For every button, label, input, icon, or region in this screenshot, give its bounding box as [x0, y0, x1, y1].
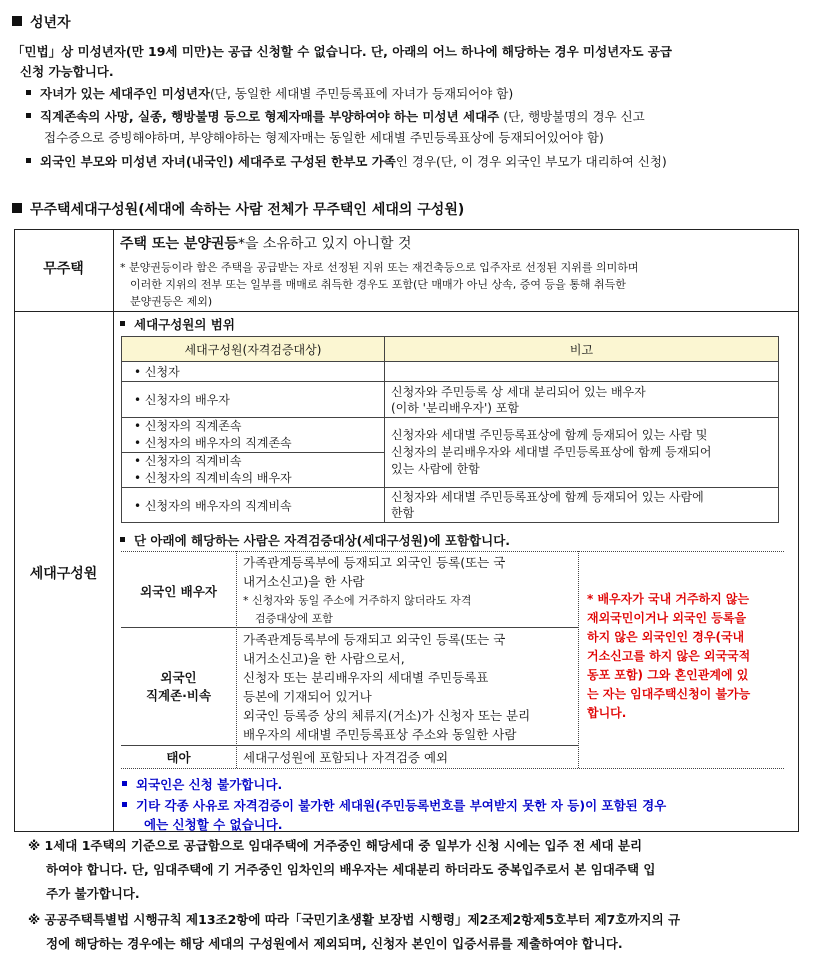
row-divider — [121, 745, 578, 746]
foreign-lineal-desc: 가족관계등록부에 등재되고 외국인 등록(또는 국 내거소신고)을 한 사람으로서, 신청자 또는 분리배우자의 세대별 주민등록표 등본에 기재되어 있거나 외국인 등록증 상의 체류지(거소)가 신청자 또는 분리 배우자의 세대별 주민등록표상 주소와 동일한 사람 — [243, 632, 531, 742]
unverifiable-notice-cont: 에는 신청할 수 없습니다. — [144, 817, 283, 832]
dotted-divider — [121, 551, 784, 552]
fetus-desc: 세대구성원에 포함되나 자격검증 예외 — [243, 750, 449, 765]
no-house-note-3: 분양권등은 제외) — [130, 295, 213, 308]
dotted-divider — [236, 551, 237, 768]
minor-condition-2: 직계존속의 사망, 실종, 행방불명 등으로 형제자매를 부양하여야 하는 미성년 세대주 (단, 행방불명의 경우 신고 — [26, 107, 645, 127]
foreign-spouse-label: 외국인 배우자 — [140, 584, 217, 599]
col-header-remarks: 비고 — [385, 337, 779, 362]
bullet-icon — [26, 113, 31, 118]
bullet-icon — [26, 158, 31, 163]
foreign-lineal-label: 외국인 직계존·비속 — [145, 670, 212, 703]
dotted-divider — [121, 768, 784, 769]
scope-table — [121, 336, 779, 523]
row-divider — [121, 627, 578, 628]
bullet-icon — [122, 802, 127, 807]
bullet-icon — [122, 781, 127, 786]
section-title-minor: 성년자 — [12, 12, 71, 32]
table-row: • 신청자의 직계존속 • 신청자의 배우자의 직계존속 • 신청자의 직계비속 • 신청자의 직계비속의 배우자 — [122, 418, 385, 488]
table-cell: 신청자와 세대별 주민등록표상에 함께 등재되어 있는 사람에 한함 — [385, 488, 779, 523]
footnote-1: ※ 1세대 1주택의 기준으로 공급함으로 임대주택에 거주중인 해당세대 중 일부가 신청 시에는 입주 전 세대 분리 하여야 합니다. 단, 임대주택에 기 거주중인 임차인의 배우자는 세대분리 하더라도 중복입주로서 본 임대주택 입 주가 불가합니다. — [28, 838, 656, 901]
table-cell — [385, 362, 779, 382]
foreign-spouse-desc: 가족관계등록부에 등재되고 외국인 등록(또는 국 내거소신고)을 한 사람 * 신청자와 동일 주소에 거주하지 않더라도 자격 검증대상에 포함 — [243, 555, 506, 625]
minor-intro: 「민법」상 미성년자(만 19세 미만)는 공급 신청할 수 없습니다. 단, 아래의 어느 하나에 해당하는 경우 미성년자도 공급 — [12, 44, 672, 59]
scope-title: 세대구성원의 범위 — [120, 315, 235, 333]
col-header-member: 세대구성원(자격검증대상) — [122, 337, 385, 362]
label-no-house: 무주택 — [43, 261, 84, 277]
minor-condition-1: 자녀가 있는 세대주인 미성년자(단, 동일한 세대별 주민등록표에 자녀가 등재되어야 함) — [26, 84, 513, 104]
label-household-member: 세대구성원 — [29, 566, 98, 582]
unverifiable-notice: 기타 각종 사유로 자격검증이 불가한 세대원(주민등록번호를 부여받지 못한 자 등)이 포함된 경우 — [122, 796, 666, 816]
no-house-note-1: * 분양권등이라 함은 주택을 공급받는 자로 선정된 지위 또는 재건축등으로 입주자로 선정된 지위를 의미하며 — [120, 261, 639, 274]
row-divider — [14, 311, 799, 312]
no-house-note-2: 이러한 지위의 전부 또는 일부를 매매로 취득한 경우도 포함(단 매매가 아닌 상속, 증여 등을 통해 취득한 — [130, 278, 626, 291]
dotted-divider — [578, 551, 579, 768]
section-title-household: 무주택세대구성원(세대에 속하는 사람 전체가 무주택인 세대의 구성원) — [12, 199, 464, 219]
col-divider — [113, 229, 114, 832]
square-bullet-icon — [12, 16, 22, 26]
table-row: • 신청자의 배우자 — [122, 382, 385, 418]
table-row: • 신청자 — [122, 362, 385, 382]
table-row: • 신청자의 배우자의 직계비속 — [122, 488, 385, 523]
table-cell: 신청자와 세대별 주민등록표상에 함께 등재되어 있는 사람 및 신청자의 분리배우자와 세대별 주민등록표상에 함께 등재되어 있는 사람에 한함 — [385, 418, 779, 488]
square-bullet-icon — [12, 203, 22, 213]
bullet-icon — [120, 537, 125, 542]
footnote-2: ※ 공공주택특별법 시행규칙 제13조2항에 따라「국민기초생활 보장법 시행령」제2조제2항제5호부터 제7호까지의 규 정에 해당하는 경우에는 해당 세대의 구성원에서 제외되며, 신청자 본인이 입증서류를 제출하여야 합니다. — [28, 912, 681, 951]
minor-intro-cont: 신청 가능합니다. — [20, 64, 114, 79]
bullet-icon — [120, 321, 125, 326]
inclusion-title: 단 아래에 해당하는 사람은 자격검증대상(세대구성원)에 포함합니다. — [120, 531, 510, 549]
bullet-icon — [26, 90, 31, 95]
foreigner-notice: 외국인은 신청 불가합니다. — [122, 775, 282, 795]
scope-table-wrap — [121, 336, 779, 523]
no-house-requirement: 주택 또는 분양권등*을 소유하고 있지 아니할 것 — [120, 236, 412, 252]
table-cell: 신청자와 주민등록 상 세대 분리되어 있는 배우자 (이하 '분리배우자') 포함 — [385, 382, 779, 418]
minor-condition-3: 외국인 부모와 미성년 자녀(내국인) 세대주로 구성된 한부모 가족인 경우(단, 이 경우 외국인 부모가 대리하여 신청) — [26, 152, 667, 172]
minor-condition-2-cont: 접수증으로 증빙해야하며, 부양해야하는 형제자매는 동일한 세대별 주민등록표상에 등재되어있어야 함) — [44, 130, 604, 145]
fetus-label: 태아 — [166, 750, 191, 765]
foreign-spouse-warning: * 배우자가 국내 거주하지 않는 재외국민이거나 외국인 등록을 하지 않은 외국인인 경우(국내 거소신고를 하지 않은 외국국적 동포 포함) 그와 혼인관계에 있 는 자는 임대주택신청이 불가능 합니다. — [587, 592, 751, 720]
